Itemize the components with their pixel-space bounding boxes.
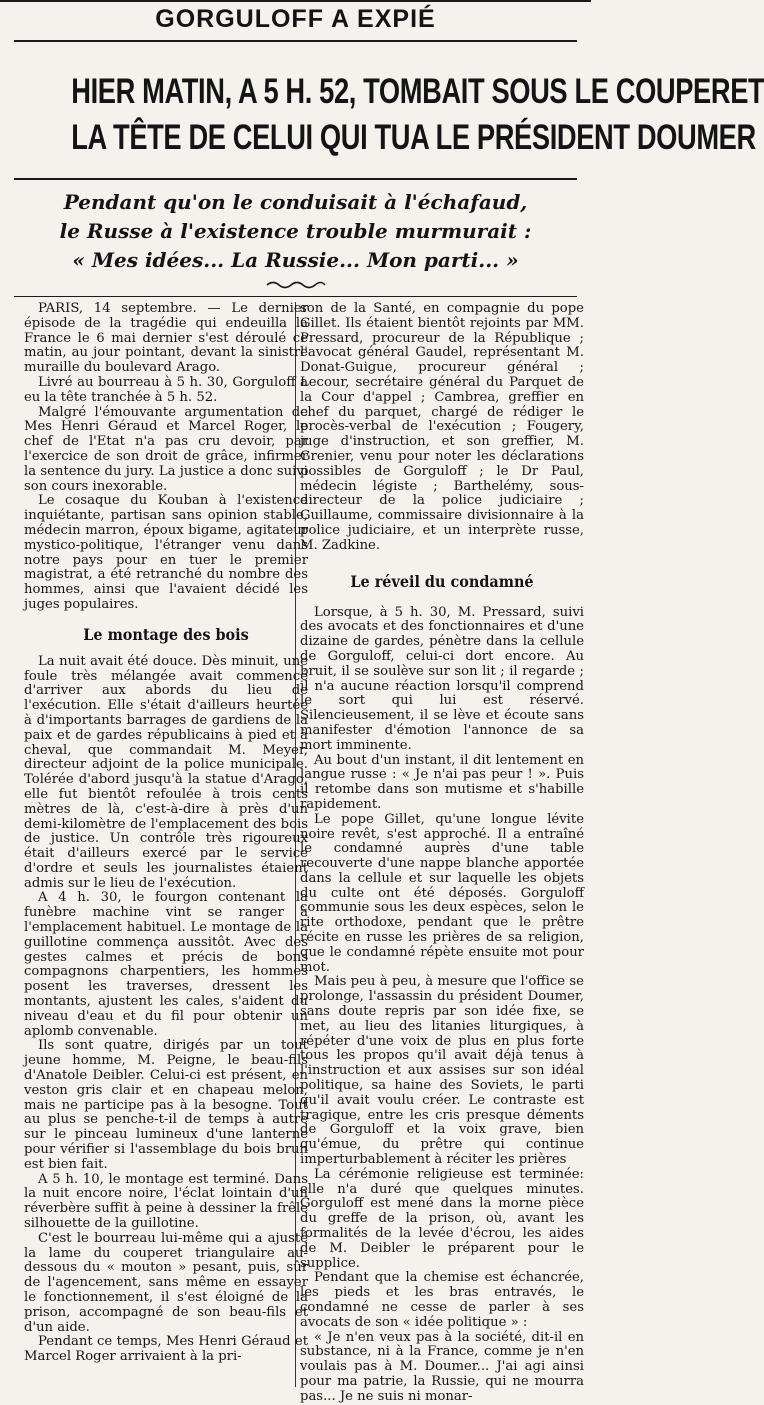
right-column bbox=[300, 301, 584, 1404]
deck-line-2: le Russe à l'existence trouble murmurait : bbox=[59, 219, 532, 243]
paragraph: Malgré l'émouvante argumentation de Mes Henri Géraud et Marcel Roger, le chef de l'Etat n'a pas cru devoir, par l'exercice de son droit de grâce, infirmer la sentence du jury. La justice a donc suivi son cours inexorable. bbox=[24, 404, 308, 494]
paragraph: La cérémonie religieuse est terminée: elle n'a duré que quelques minutes. Gorguloff est mené dans la morne pièce du greffe de la prison, où, avant les formalités de la levée d'écrou, les aides de M. Deibler le préparent pour le supplice. bbox=[300, 1166, 584, 1271]
paragraph: Ils sont quatre, dirigés par un tout jeune homme, M. Peigne, le beau-fils d'Anatole Deibler. Celui-ci est présent, en veston gris clair et en chapeau melon, mais ne participe pas à la besogne. Tout au plus se penche-t-il de temps à autre sur le pinceau lumineux d'une lanterne pour vérifier si l'assemblage du bois brun est bien fait. bbox=[24, 1038, 308, 1172]
paragraph: Le pope Gillet, qu'une longue lévite noire revêt, s'est approché. Il a entraîné le condamné auprès d'une table recouverte d'une nappe blanche apportée dans la cellule et sur laquelle les objets du culte ont été déposés. Gorguloff communie sous les deux espèces, selon le rite orthodoxe, pendant que le prêtre récite en russe les prières de sa religion, que le condamné répète ensuite mot pour mot. bbox=[300, 811, 584, 975]
paragraph: PARIS, 14 septembre. — Le dernier épisode de la tragédie qui endeuilla la France le 6 mai dernier s'est déroulé ce matin, au jour pointant, devant la sinistre muraille du boulevard Arago. bbox=[24, 301, 308, 376]
deck-line-1: Pendant qu'on le conduisait à l'échafaud, bbox=[63, 190, 528, 214]
paragraph: « Je n'en veux pas à la société, dit-il en substance, ni à la France, comme je n'en voulais pas à M. Doumer... J'ai agi ainsi pour ma patrie, la Russie, qui ne mourra pas... Je ne suis ni monar- bbox=[300, 1329, 584, 1404]
subheading-montage: Le montage des bois bbox=[83, 624, 249, 644]
paragraph: A 5 h. 10, le montage est terminé. Dans la nuit encore noire, l'éclat lointain d'un réverbère suffit à peine à dessiner la frêle silhouette de la guillotine. bbox=[24, 1171, 308, 1232]
paragraph: Lorsque, à 5 h. 30, M. Pressard, suivi des avocats et des fonctionnaires et d'une dizaine de gardes, pénètre dans la cellule de Gorguloff, celui-ci dort encore. Au bruit, il se soulève sur son lit ; il regarde ; il n'a aucune réaction lorsqu'il comprend le sort qui lui est réservé. Silencieusement, il se lève et écoute sans manifester d'émotion l'annonce de sa mort imminente. bbox=[300, 604, 584, 753]
headline-line-1: HIER MATIN, A 5 H. 52, TOMBAIT SOUS LE COUPERET bbox=[71, 72, 764, 111]
paragraph: Mais peu à peu, à mesure que l'office se prolonge, l'assassin du président Doumer, sans doute repris par son idée fixe, se met, au lieu des litanies liturgiques, à répéter d'une voix de plus en plus forte tous les propos qu'il avait déjà tenus à l'instruction et aux assises sur son idéal politique, sa haine des Soviets, le parti qu'il avait voulu créer. Le contraste est tragique, entre les cris presque déments de Gorguloff et la voix grave, bien qu'émue, du prêtre qui continue imperturbablement à réciter les prières bbox=[300, 974, 584, 1168]
paragraph: Au bout d'un instant, il dit lentement en langue russe : « Je n'ai pas peur ! ». Puis il retombe dans son mutisme et s'habille rapidement. bbox=[300, 752, 584, 812]
deck-line-3: « Mes idées... La Russie... Mon parti... » bbox=[72, 248, 519, 272]
paragraph: C'est le bourreau lui-même qui a ajusté la lame du couperet triangulaire au-dessous du « mouton » pesant, puis, sûr de l'agencement, sans même en essayer le fonctionnement, il s'est éloigné de la prison, accompagné de son beau-fils et d'un aide. bbox=[24, 1230, 308, 1335]
paragraph: A 4 h. 30, le fourgon contenant la funèbre machine vint se ranger à l'emplacement habituel. Le montage de la guillotine commença aussitôt. Avec des gestes calmes et précis de bons compagnons charpentiers, les hommes posent les traverses, dressent les montants, ajustent les cales, s'aident du niveau d'eau et du fil pour obtenir un aplomb convenable. bbox=[24, 890, 308, 1039]
left-column bbox=[24, 302, 308, 1382]
paragraph: Le cosaque du Kouban à l'existence inquiétante, partisan sans opinion stable, médecin marron, époux bigame, agitateur mystico-politique, l'étranger venu dans notre pays pour en tuer le premier magistrat, a été retranché du nombre des hommes, ainsi que l'avaient décidé les juges populaires. bbox=[24, 493, 308, 612]
headline-rule bbox=[14, 178, 577, 180]
paragraph: La nuit avait été douce. Dès minuit, une foule très mélangée avait commencé d'arriver aux abords du lieu de l'exécution. Elle s'était d'ailleurs heurtée à d'importants barrages de gardiens de la paix et de gardes républicains à pied et à cheval, que commandait M. Meyer, directeur adjoint de la police municipale. Tolérée d'abord jusqu'à la statue d'Arago, elle fut bientôt refoulée à trois cents mètres de là, c'est-à-dire à près d'un demi-kilomètre de l'emplacement des bois de justice. Un contrôle très rigoureux était d'ailleurs exercé par le service d'ordre et seuls les journalistes étaient admis sur le lieu de l'exécution. bbox=[24, 653, 308, 891]
paragraph: Livré au bourreau à 5 h. 30, Gorguloff a eu la tête tranchée à 5 h. 52. bbox=[24, 374, 308, 405]
headline-line-2: LA TÊTE DE CELUI QUI TUA LE PRÉSIDENT DOUMER bbox=[71, 118, 756, 157]
deck bbox=[0, 188, 591, 275]
kicker-rule bbox=[14, 40, 577, 42]
ornament-divider bbox=[265, 280, 327, 290]
deck-rule bbox=[14, 296, 577, 297]
paragraph: Pendant ce temps, Mes Henri Géraud et Marcel Roger arrivaient à la pri- bbox=[24, 1334, 308, 1365]
kicker-title: GORGULOFF A EXPIÉ bbox=[155, 5, 436, 33]
subheading-reveil: Le réveil du condamné bbox=[350, 571, 534, 591]
paragraph: Pendant que la chemise est échancrée, les pieds et les bras entravés, le condamné ne cesse de parler à ses avocats de son « idée politique » : bbox=[300, 1270, 584, 1330]
paragraph: son de la Santé, en compagnie du pope Gillet. Ils étaient bientôt rejoints par MM. Pressard, procureur de la République ; l'avocat général Gaudel, représentant M. Donat-Guigue, procureur général ; Lecour, secrétaire général du Parquet de la Cour d'appel ; Cambrea, greffier en chef du parquet, chargé de rédiger le procès-verbal de l'exécution ; Fougery, juge d'instruction, et son greffier, M. Grenier, venu pour noter les déclarations possibles de Gorguloff ; le Dr Paul, médecin légiste ; Barthelémy, sous-directeur de la police judiciaire ; Guillaume, commissaire divisionnaire à la police judiciaire, et un interprète russe, M. Zadkine. bbox=[300, 301, 584, 553]
